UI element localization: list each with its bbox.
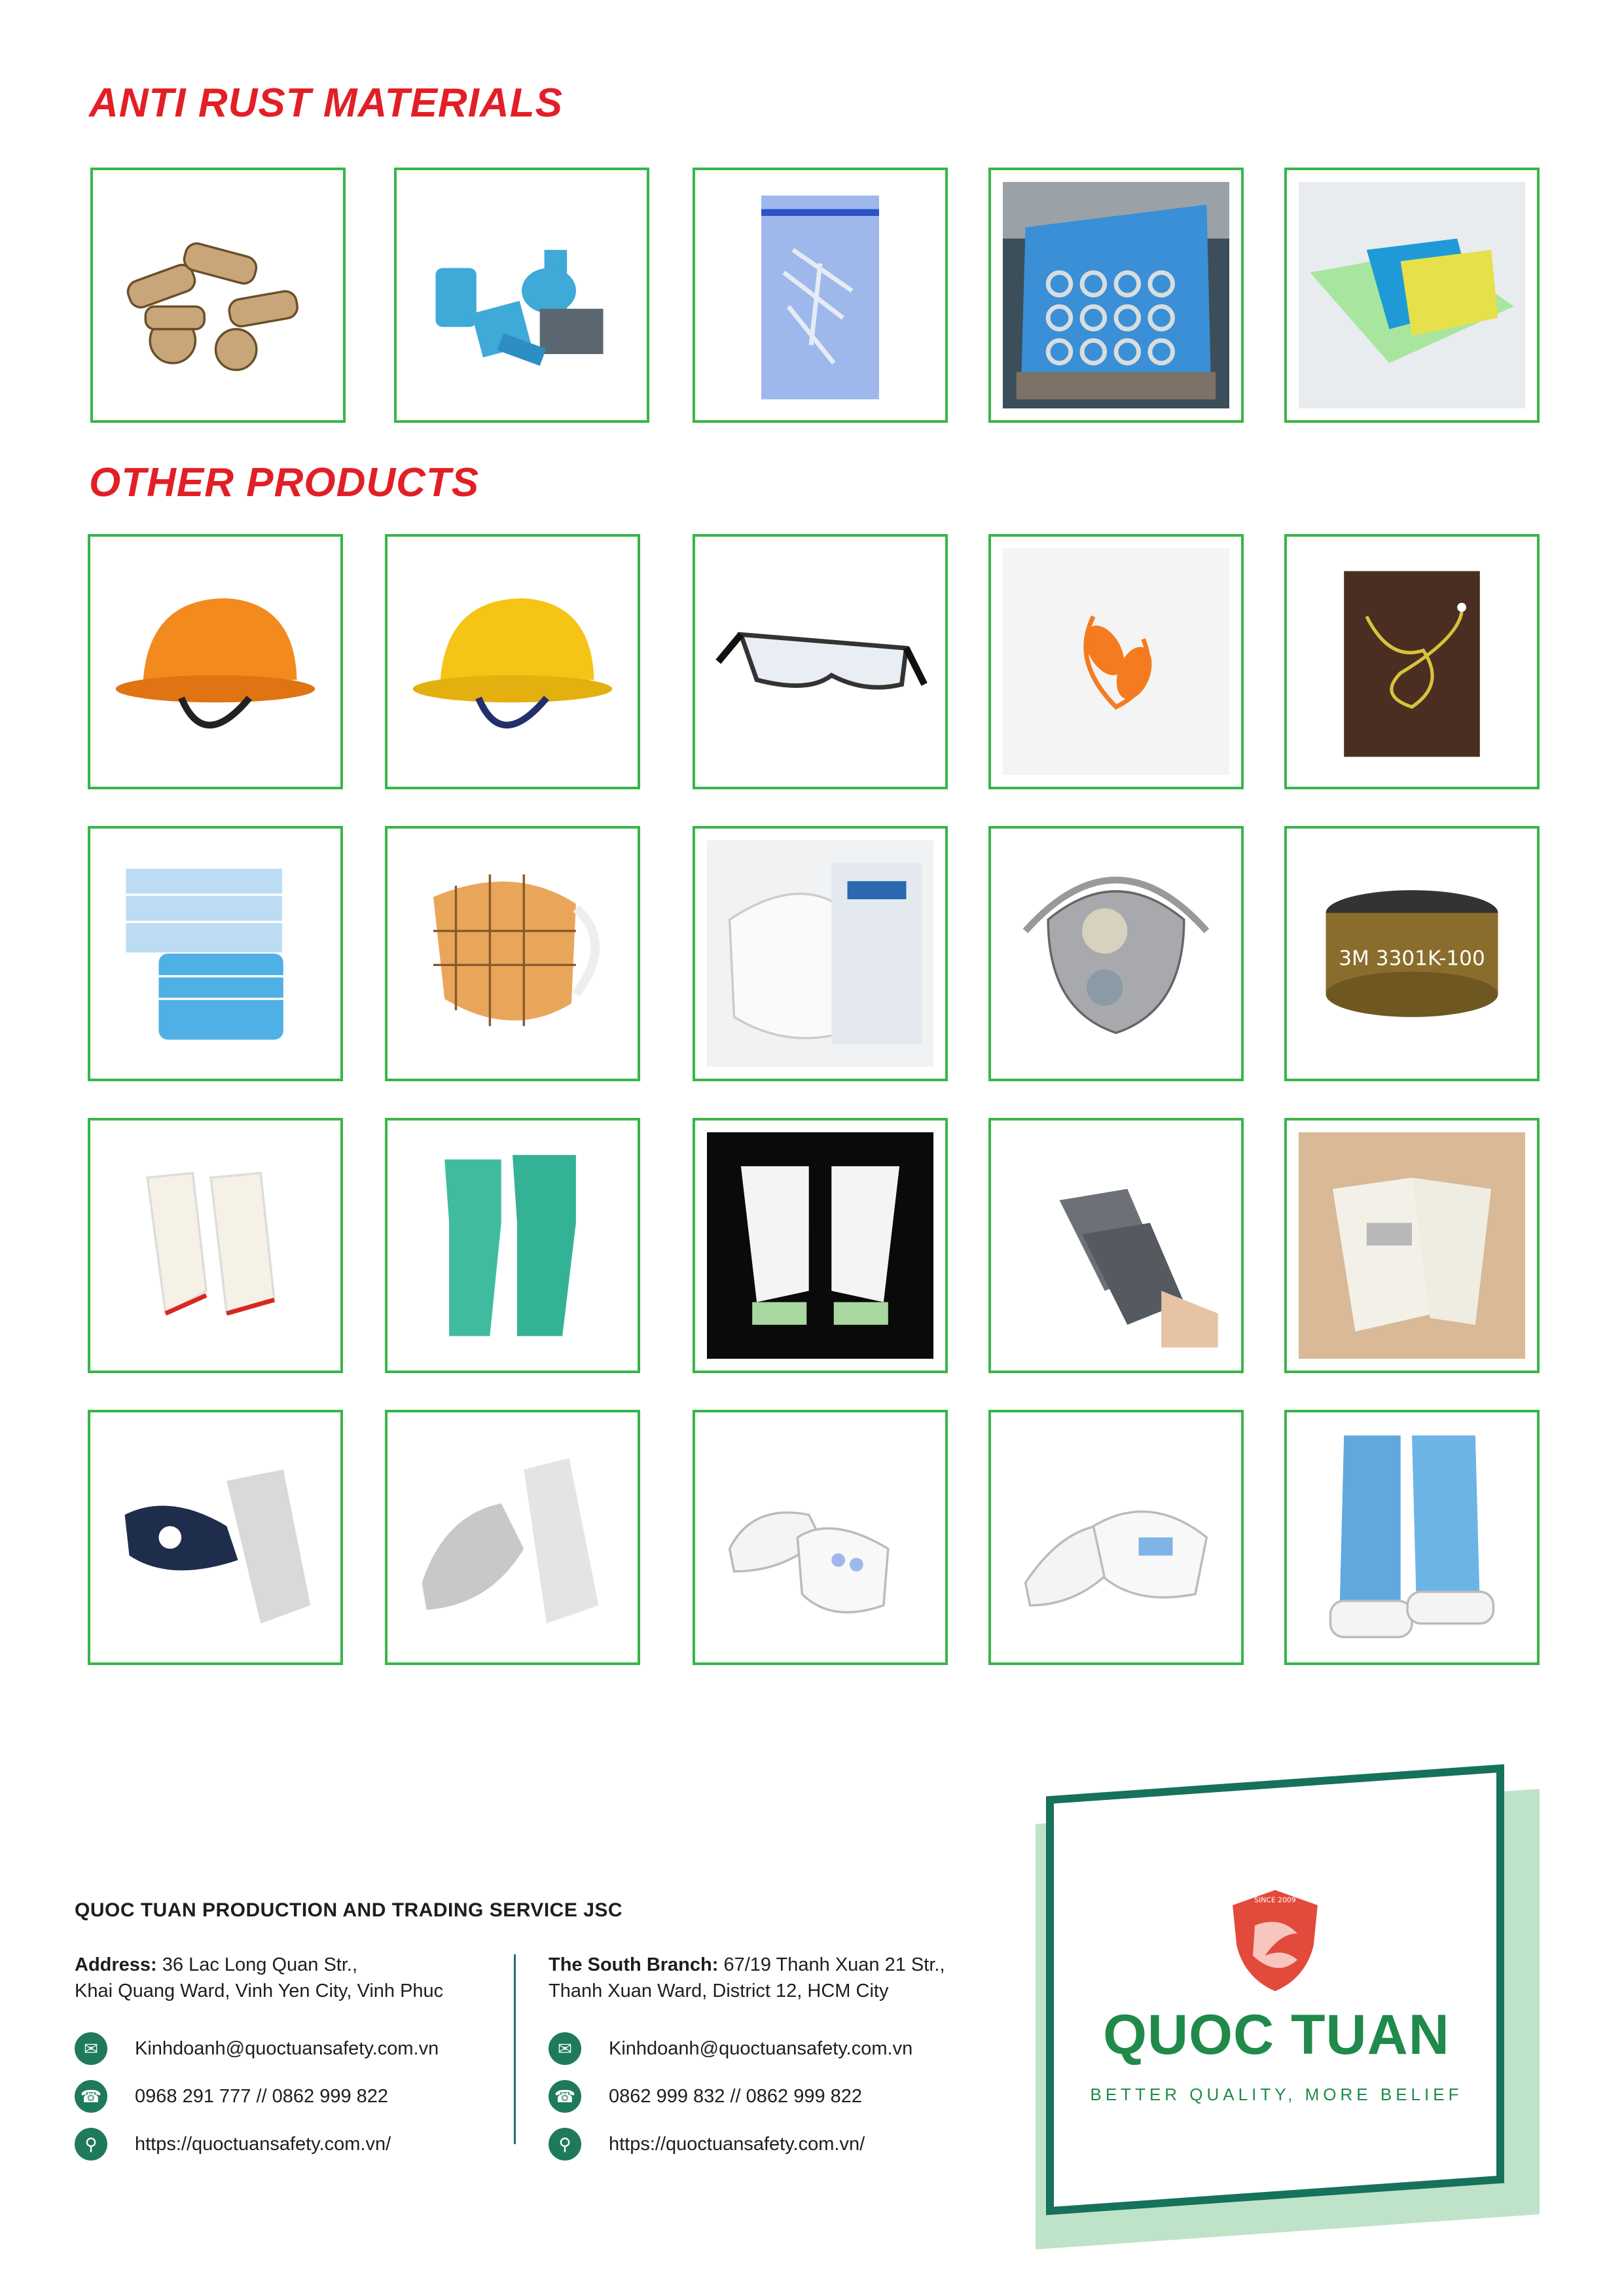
product-tile[interactable] bbox=[693, 534, 948, 789]
hq-address bbox=[75, 1952, 443, 2004]
product-tile[interactable] bbox=[988, 1118, 1244, 1373]
cotton-gloves-image bbox=[102, 1132, 329, 1359]
product-tile[interactable] bbox=[88, 826, 343, 1081]
gray-work-gloves-image bbox=[1003, 1132, 1229, 1359]
white-esd-shoes-image bbox=[399, 1424, 626, 1651]
product-tile[interactable] bbox=[90, 168, 346, 423]
white-slippers-image bbox=[1003, 1424, 1229, 1651]
product-tile[interactable] bbox=[693, 168, 948, 423]
vci-film-sheets-image bbox=[1299, 182, 1525, 408]
hq-phone-row[interactable] bbox=[75, 2080, 388, 2113]
hq-web-row[interactable] bbox=[75, 2128, 391, 2161]
product-tile[interactable] bbox=[693, 1410, 948, 1665]
cloth-mask-image bbox=[399, 840, 626, 1067]
phone-icon: ☎ bbox=[75, 2080, 107, 2113]
south-email[interactable]: Kinhdoanh@quoctuansafety.com.vn bbox=[609, 2037, 913, 2059]
hq-email[interactable]: Kinhdoanh@quoctuansafety.com.vn bbox=[135, 2037, 439, 2059]
product-tile[interactable] bbox=[394, 168, 649, 423]
vci-bags-film-image bbox=[408, 182, 635, 408]
mail-icon: ✉ bbox=[549, 2032, 581, 2065]
yellow-hard-hat-image bbox=[399, 548, 626, 775]
brand-slogan: BETTER QUALITY, MORE BELIEF bbox=[1090, 2085, 1463, 2104]
hq-email-row[interactable] bbox=[75, 2032, 439, 2065]
product-tile[interactable] bbox=[1284, 1410, 1540, 1665]
half-face-respirator-image bbox=[1003, 840, 1229, 1067]
white-cleanroom-shoes-image bbox=[707, 1424, 933, 1651]
product-tile[interactable] bbox=[1284, 1118, 1540, 1373]
south-phone-row[interactable] bbox=[549, 2080, 862, 2113]
mail-icon: ✉ bbox=[75, 2032, 107, 2065]
company-name: QUOC TUAN PRODUCTION AND TRADING SERVICE JSC bbox=[75, 1899, 623, 1921]
product-tile[interactable] bbox=[988, 826, 1244, 1081]
south-website[interactable]: https://quoctuansafety.com.vn/ bbox=[609, 2133, 865, 2155]
svg-text:3M 3301K-100: 3M 3301K-100 bbox=[1339, 946, 1485, 971]
shield-logo-icon bbox=[1223, 1885, 1327, 1996]
product-tile[interactable] bbox=[988, 168, 1244, 423]
product-tile[interactable] bbox=[385, 534, 640, 789]
blue-cleanroom-boots-image bbox=[1299, 1424, 1525, 1651]
product-tile[interactable] bbox=[385, 826, 640, 1081]
product-tile[interactable] bbox=[385, 1118, 640, 1373]
product-tile[interactable] bbox=[88, 1118, 343, 1373]
product-tile[interactable] bbox=[88, 534, 343, 789]
product-tile[interactable] bbox=[385, 1410, 640, 1665]
product-tile[interactable] bbox=[88, 1410, 343, 1665]
nitrile-gloves-image bbox=[399, 1132, 626, 1359]
orange-hard-hat-image bbox=[102, 548, 329, 775]
ear-plugs-image bbox=[1003, 548, 1229, 775]
search-icon: ⚲ bbox=[75, 2128, 107, 2161]
phone-icon: ☎ bbox=[549, 2080, 581, 2113]
section-title-anti-rust: ANTI RUST MATERIALS bbox=[89, 81, 563, 126]
product-tile[interactable] bbox=[988, 534, 1244, 789]
pu-coated-gloves-image bbox=[707, 1132, 933, 1359]
safety-glasses-image bbox=[707, 548, 933, 775]
south-phone[interactable]: 0862 999 832 // 0862 999 822 bbox=[609, 2085, 863, 2107]
footer-divider bbox=[514, 1954, 516, 2144]
hq-address-line2: Khai Quang Ward, Vinh Yen City, Vinh Phuc bbox=[75, 1981, 444, 2001]
south-branch-label: The South Branch: bbox=[549, 1954, 719, 1975]
zip-bag-screws-image bbox=[707, 182, 933, 408]
corded-ear-plugs-image bbox=[1299, 548, 1525, 775]
product-tile[interactable] bbox=[693, 1118, 948, 1373]
product-tile[interactable] bbox=[1284, 534, 1540, 789]
brand-name: QUOC TUAN bbox=[1103, 2003, 1450, 2066]
hq-address-label: Address: bbox=[75, 1954, 157, 1975]
section-title-other-products: OTHER PRODUCTS bbox=[89, 460, 480, 505]
surgical-masks-image bbox=[102, 840, 329, 1067]
logo-since: SINCE 2009 bbox=[1254, 1895, 1296, 1905]
south-email-row[interactable] bbox=[549, 2032, 912, 2065]
product-tile[interactable] bbox=[1284, 826, 1540, 1081]
crate-bearings-image bbox=[1003, 182, 1229, 408]
hq-address-line1: 36 Lac Long Quan Str., bbox=[156, 1954, 358, 1975]
product-tile[interactable] bbox=[1284, 168, 1540, 423]
south-branch-address bbox=[549, 1952, 945, 2004]
hq-phone[interactable]: 0968 291 777 // 0862 999 822 bbox=[135, 2085, 389, 2107]
search-icon: ⚲ bbox=[549, 2128, 581, 2161]
south-web-row[interactable] bbox=[549, 2128, 865, 2161]
product-tile[interactable] bbox=[988, 1410, 1244, 1665]
vci-tape-rolls-image bbox=[105, 182, 331, 408]
south-address-line1: 67/19 Thanh Xuan 21 Str., bbox=[718, 1954, 945, 1975]
dust-mask-image bbox=[707, 840, 933, 1067]
product-tile[interactable] bbox=[693, 826, 948, 1081]
respirator-cartridge-image bbox=[1299, 840, 1525, 1067]
navy-esd-shoes-image bbox=[102, 1424, 329, 1651]
leather-gloves-image bbox=[1299, 1132, 1525, 1359]
south-address-line2: Thanh Xuan Ward, District 12, HCM City bbox=[549, 1981, 889, 2001]
hq-website[interactable]: https://quoctuansafety.com.vn/ bbox=[135, 2133, 391, 2155]
